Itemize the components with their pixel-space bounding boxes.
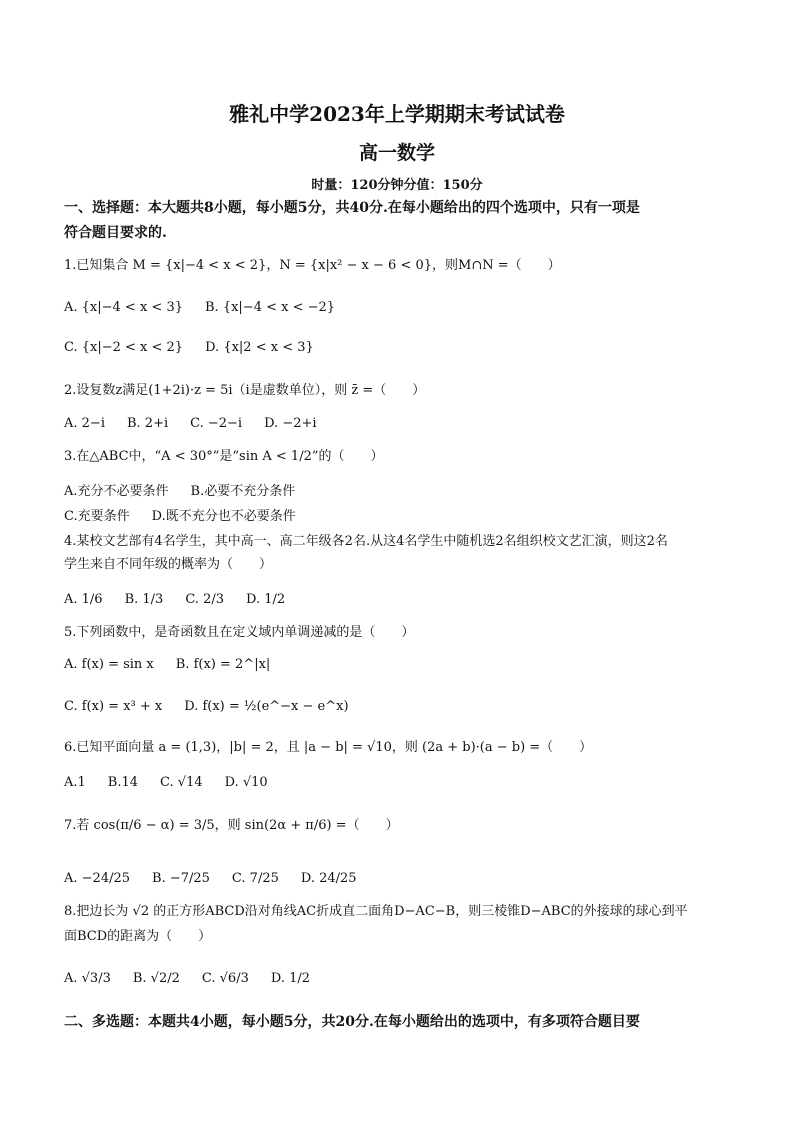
q5-option-a: A. f(x) = sin x bbox=[64, 657, 154, 672]
q3-option-c: C.充要条件 bbox=[64, 509, 130, 524]
q3-option-d: D.既不充分也不必要条件 bbox=[151, 509, 296, 524]
q2-option-b: B. 2+i bbox=[126, 416, 169, 431]
q6-option-d: D. √10 bbox=[224, 775, 268, 790]
section1-heading-line2: 符合题目要求的. bbox=[64, 225, 167, 241]
q7-stem: 7.若 cos(π/6 − α) = 3/5，则 sin(2α + π/6) =（ ） bbox=[64, 818, 399, 833]
q3-options-row2 bbox=[64, 508, 318, 526]
q4-options bbox=[64, 591, 307, 609]
q4-option-d: D. 1/2 bbox=[246, 592, 286, 607]
section1-heading-line1: 一、选择题：本大题共8小题，每小题5分，共40分.在每小题给出的四个选项中，只有一项是 bbox=[64, 200, 640, 216]
q8-options bbox=[64, 970, 332, 988]
q5-stem: 5.下列函数中，是奇函数且在定义域内单调递减的是（ ） bbox=[64, 625, 415, 640]
q4-stem-line1: 4.某校文艺部有4名学生，其中高一、高二年级各2名.从这4名学生中随机选2名组织校文艺汇演，则这2名 bbox=[64, 534, 668, 549]
section2-heading-line1: 二、多选题：本题共4小题，每小题5分，共20分.在每小题给出的选项中，有多项符合题目要 bbox=[64, 1014, 640, 1030]
q6-options bbox=[64, 774, 290, 792]
q7-option-b: B. −7/25 bbox=[152, 871, 210, 886]
q5-option-c: C. f(x) = x³ + x bbox=[64, 699, 163, 714]
q3-options-row1 bbox=[64, 483, 317, 501]
q7-option-c: C. 7/25 bbox=[231, 871, 279, 886]
exam-title: 雅礼中学2023年上学期期末考试试卷 bbox=[229, 102, 565, 126]
q4-option-b: B. 1/3 bbox=[124, 592, 164, 607]
q5-option-d: D. f(x) = ½(e^−x − e^x) bbox=[184, 699, 349, 714]
q2-option-a: A. 2−i bbox=[64, 416, 105, 431]
q3-option-b: B.必要不充分条件 bbox=[190, 484, 296, 499]
q8-option-a: A. √3/3 bbox=[64, 971, 111, 986]
q8-option-b: B. √2/2 bbox=[132, 971, 180, 986]
q7-option-d: D. 24/25 bbox=[300, 871, 357, 886]
q7-option-a: A. −24/25 bbox=[64, 871, 131, 886]
q4-option-c: C. 2/3 bbox=[185, 592, 224, 607]
q1-option-d: D. {x|2 < x < 3} bbox=[205, 340, 314, 355]
q4-option-a: A. 1/6 bbox=[64, 592, 103, 607]
q2-options bbox=[64, 415, 339, 433]
q6-stem: 6.已知平面向量 a = (1,3)，|b| = 2，且 |a − b| = √10，则 (2a + b)·(a − b) =（ ） bbox=[64, 740, 593, 755]
q4-stem-line2: 学生来自不同年级的概率为（ ） bbox=[64, 557, 273, 572]
q6-option-a: A.1 bbox=[64, 775, 86, 790]
q1-options-row2 bbox=[64, 339, 336, 357]
q2-option-c: C. −2−i bbox=[190, 416, 243, 431]
q2-option-d: D. −2+i bbox=[264, 416, 317, 431]
q2-stem: 2.设复数z满足(1+2i)·z = 5i（i是虚数单位），则 z̄ =（ ） bbox=[64, 383, 426, 398]
subject-title: 高一数学 bbox=[358, 142, 435, 164]
q1-option-c: C. {x|−2 < x < 2} bbox=[64, 340, 184, 355]
q1-stem: 1.已知集合 M = {x|−4 < x < 2}，N = {x|x² − x − 6 < 0}，则M∩N =（ ） bbox=[64, 258, 561, 273]
q6-option-c: C. √14 bbox=[160, 775, 203, 790]
q5-options-row2 bbox=[64, 698, 371, 716]
q3-option-a: A.充分不必要条件 bbox=[64, 484, 169, 499]
q8-option-c: C. √6/3 bbox=[201, 971, 249, 986]
q6-option-b: B.14 bbox=[107, 775, 139, 790]
q1-option-b: B. {x|−4 < x < −2} bbox=[205, 300, 336, 315]
time-score-info: 时量：120分钟分值：150分 bbox=[311, 178, 483, 193]
q5-option-b: B. f(x) = 2^|x| bbox=[175, 657, 271, 672]
q7-options bbox=[64, 870, 379, 888]
q1-options-row1 bbox=[64, 299, 357, 317]
q3-stem: 3.在△ABC中，“A < 30°”是“sin A < 1/2”的（ ） bbox=[64, 449, 384, 464]
q8-option-d: D. 1/2 bbox=[270, 971, 311, 986]
q5-options-row1 bbox=[64, 656, 292, 674]
q8-stem-line1: 8.把边长为 √2 的正方形ABCD沿对角线AC折成直二面角D−AC−B，则三棱锥D−ABC的外接球的球心到平 bbox=[64, 904, 688, 919]
q8-stem-line2: 面BCD的距离为（ ） bbox=[64, 929, 212, 944]
q1-option-a: A. {x|−4 < x < 3} bbox=[64, 300, 183, 315]
